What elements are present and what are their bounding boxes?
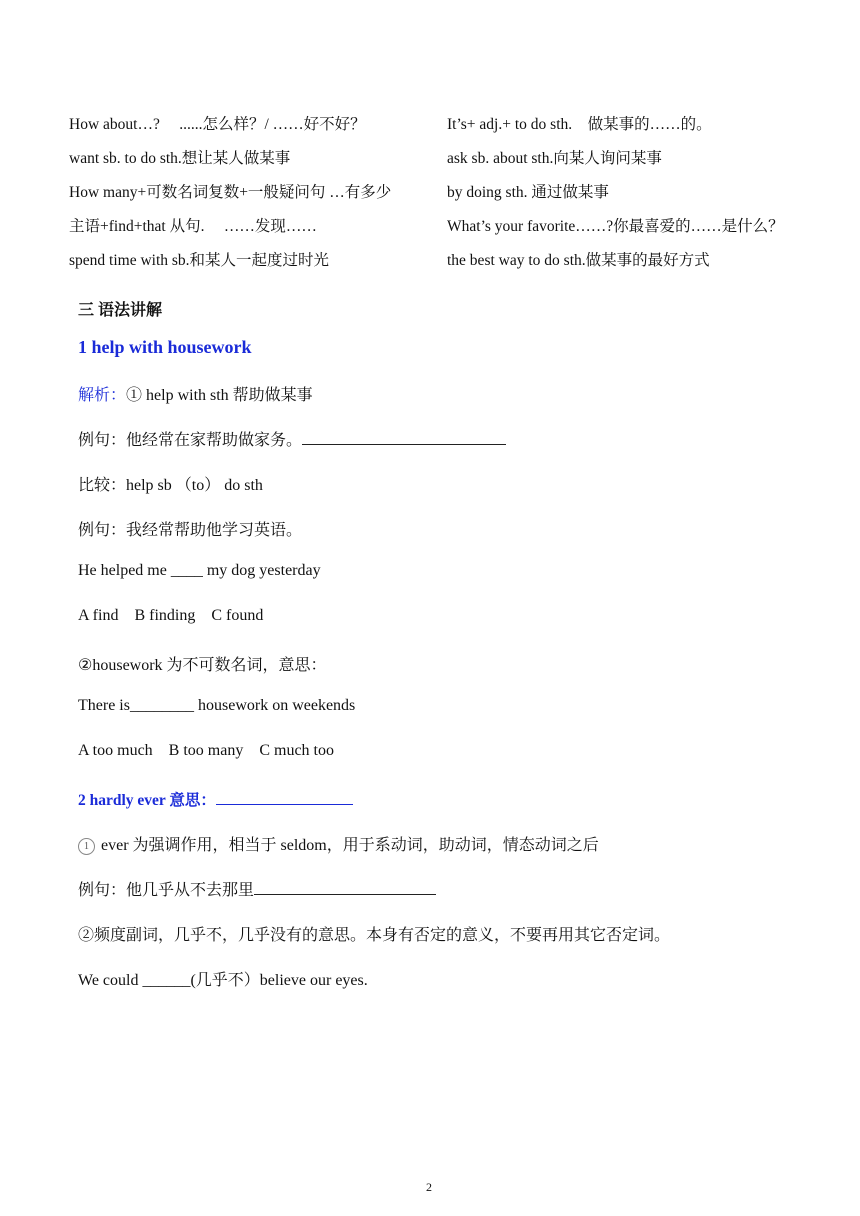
question-text: (几乎不）believe our eyes. [190,972,368,989]
item1-question1 [78,562,321,580]
phrase-item: by doing sth. 通过做某事 [447,184,609,201]
phrase-item: What’s your favorite……?你最喜爱的……是什么？ [447,218,784,235]
item1-q2-options: A too much B too many C much too [78,742,334,759]
analysis-text: ① help with sth 帮助做某事 [126,387,313,404]
phrase-item: How about…? ......怎么样？/ ……好不好？ [69,116,366,133]
item1-analysis [78,382,313,405]
phrase-item: 主语+find+that 从句. ……发现…… [69,218,317,235]
question-text: housework on weekends [193,697,356,714]
question-text: There is [78,697,130,714]
circled-number: 1 [78,838,95,855]
item2-example [78,877,436,900]
phrase-item: It’s+ adj.+ to do sth. 做某事的……的。 [447,116,712,133]
phrase-item: want sb. to do sth.想让某人做某事 [69,150,291,167]
item1-heading: 1 help with housework [78,337,252,357]
item1-example2: 例句：我经常帮助他学习英语。 [78,522,303,539]
phrase-item: How many+可数名词复数+一般疑问句 …有多少 [69,184,392,201]
question-blank[interactable]: ____ [170,562,203,579]
phrase-item: spend time with sb.和某人一起度过时光 [69,252,330,269]
question-blank[interactable]: ______ [142,972,191,989]
item2-question [78,967,368,990]
item2-point1 [78,832,599,855]
phrase-item: the best way to do sth.做某事的最好方式 [447,252,710,269]
item1-example1 [78,427,506,450]
item2-heading: 2 hardly ever 意思： [78,792,216,809]
point-text: ever 为强调作用，相当于 seldom，用于系动词，助动词，情态动词之后 [101,837,599,854]
answer-blank[interactable] [254,880,436,895]
analysis-label: 解析： [78,387,127,404]
page-number: 2 [426,1180,432,1194]
example-text: 例句：他几乎从不去那里 [78,882,255,899]
question-text: We could [78,972,143,989]
question-blank[interactable]: ________ [129,697,194,714]
question-text: He helped me [78,562,171,579]
phrase-item: ask sb. about sth.向某人询问某事 [447,150,662,167]
answer-blank[interactable] [216,790,353,805]
example-text: 例句：他经常在家帮助做家务。 [78,432,303,449]
answer-blank[interactable] [302,430,506,445]
section-title: 三 语法讲解 [78,302,163,319]
item1-compare: 比较：help sb （to） do sth [78,477,263,494]
item2-heading-line [78,788,353,810]
question-text: my dog yesterday [202,562,321,579]
item1-question2 [78,697,355,715]
item1-q1-options: A find B finding C found [78,607,264,624]
item1-note2: ②housework 为不可数名词，意思： [78,657,327,674]
item2-point2: ②频度副词，几乎不，几乎没有的意思。本身有否定的意义，不要再用其它否定词。 [78,927,671,944]
